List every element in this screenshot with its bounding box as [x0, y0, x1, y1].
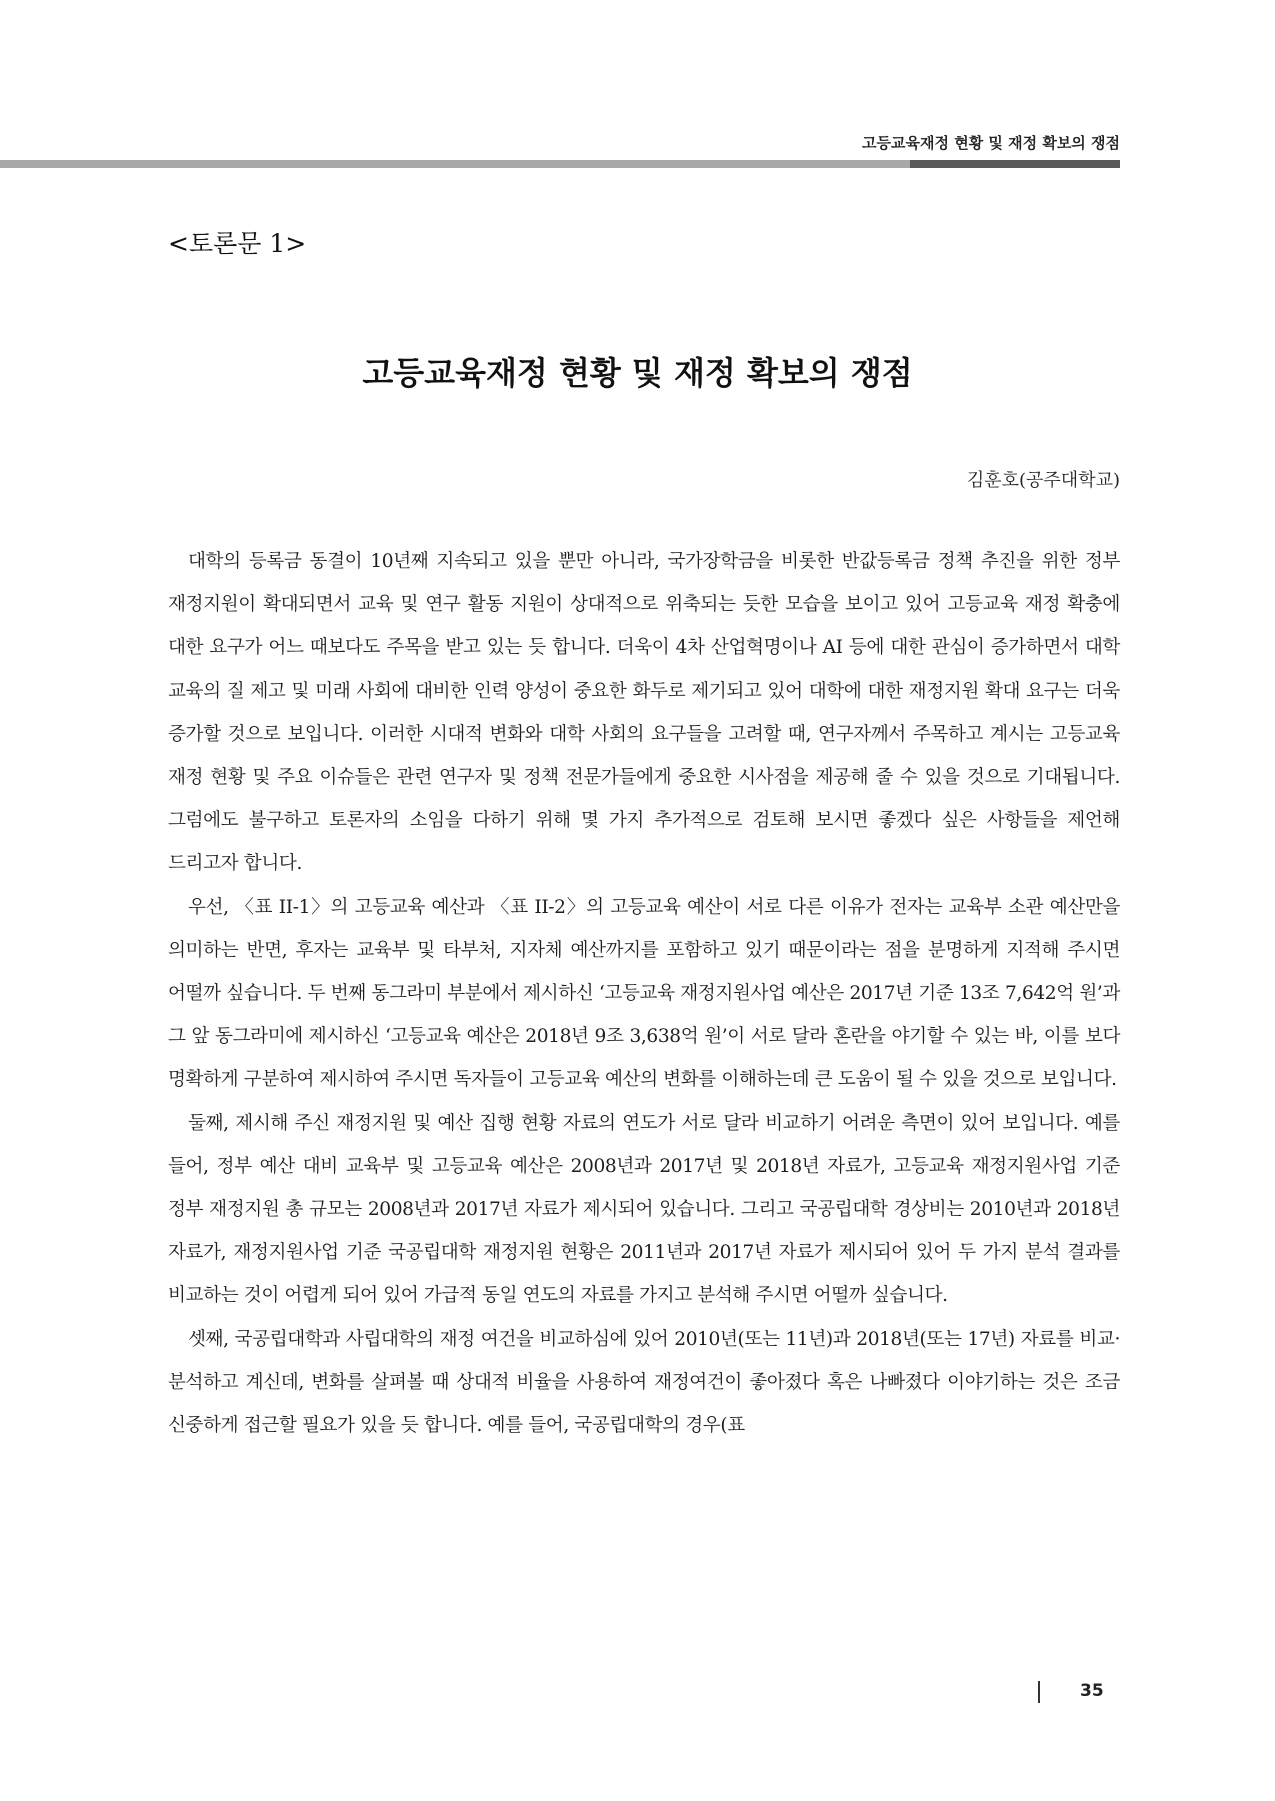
paragraph-4: 셋째, 국공립대학과 사립대학의 재정 여건을 비교하심에 있어 2010년(또는 11년)과 2018년(또는 17년) 자료를 비교·분석하고 계신데, 변화를 살펴볼 때 상대적 비율을 사용하여 재정여건이 좋아졌다 혹은 나빠졌다 이야기하는 것은 조금 신중하게 접근할 필요가 있을 듯 합니다. 예를 들어, 국공립대학의 경우(표 — [168, 1328, 1120, 1437]
header-rule — [0, 160, 1120, 168]
page-title: 고등교육재정 현황 및 재정 확보의 쟁점 — [362, 354, 913, 392]
paragraph-3: 둘째, 제시해 주신 재정지원 및 예산 집행 현황 자료의 연도가 서로 달라 비교하기 어려운 측면이 있어 보입니다. 예를 들어, 정부 예산 대비 교육부 및 고등교육 예산은 2008년과 2017년 및 2018년 자료가, 고등교육 재정지원사업 기준 정부 재정지원 총 규모는 2008년과 2017년 자료가 제시되어 있습니다. 그리고 국공립대학 경상비는 2010년과 2018년 자료가, 재정지원사업 기준 국공립대학 재정지원 현황은 2011년과 2017년 자료가 제시되어 있어 두 가지 분석 결과를 비교하는 것이 어렵게 되어 있어 가급적 동일 연도의 자료를 가지고 분석해 주시면 어떨까 싶습니다. — [168, 1112, 1120, 1307]
body-text — [168, 540, 1120, 1447]
author-line: 김훈호(공주대학교) — [966, 470, 1120, 491]
running-header-title: 고등교육재정 현황 및 재정 확보의 쟁점 — [862, 134, 1120, 152]
section-label: <토론문 1> — [168, 229, 307, 258]
page-number: 35 — [1080, 1681, 1104, 1701]
header-rule-accent — [910, 160, 1120, 168]
paragraph-2: 우선, 〈표 II-1〉의 고등교육 예산과 〈표 II-2〉의 고등교육 예산이 서로 다른 이유가 전자는 교육부 소관 예산만을 의미하는 반면, 후자는 교육부 및 타부처, 지자체 예산까지를 포함하고 있기 때문이라는 점을 분명하게 지적해 주시면 어떨까 싶습니다. 두 번째 동그라미 부분에서 제시하신 ‘고등교육 재정지원사업 예산은 2017년 기준 13조 7,642억 원’과 그 앞 동그라미에 제시하신 ‘고등교육 예산은 2018년 9조 3,638억 원’이 서로 달라 혼란을 야기할 수 있는 바, 이를 보다 명확하게 구분하여 제시하여 주시면 독자들이 고등교육 예산의 변화를 이해하는데 큰 도움이 될 수 있을 것으로 보입니다. — [168, 896, 1120, 1091]
footer-divider — [1038, 1681, 1040, 1703]
paragraph-1: 대학의 등록금 동결이 10년째 지속되고 있을 뿐만 아니라, 국가장학금을 비롯한 반값등록금 정책 추진을 위한 정부 재정지원이 확대되면서 교육 및 연구 활동 지원이 상대적으로 위축되는 듯한 모습을 보이고 있어 고등교육 재정 확충에 대한 요구가 어느 때보다도 주목을 받고 있는 듯 합니다. 더욱이 4차 산업혁명이나 AI 등에 대한 관심이 증가하면서 대학 교육의 질 제고 및 미래 사회에 대비한 인력 양성이 중요한 화두로 제기되고 있어 대학에 대한 재정지원 확대 요구는 더욱 증가할 것으로 보입니다. 이러한 시대적 변화와 대학 사회의 요구들을 고려할 때, 연구자께서 주목하고 계시는 고등교육 재정 현황 및 주요 이슈들은 관련 연구자 및 정책 전문가들에게 중요한 시사점을 제공해 줄 수 있을 것으로 기대됩니다. 그럼에도 불구하고 토론자의 소임을 다하기 위해 몇 가지 추가적으로 검토해 보시면 좋겠다 싶은 사항들을 제언해 드리고자 합니다. — [168, 551, 1120, 875]
